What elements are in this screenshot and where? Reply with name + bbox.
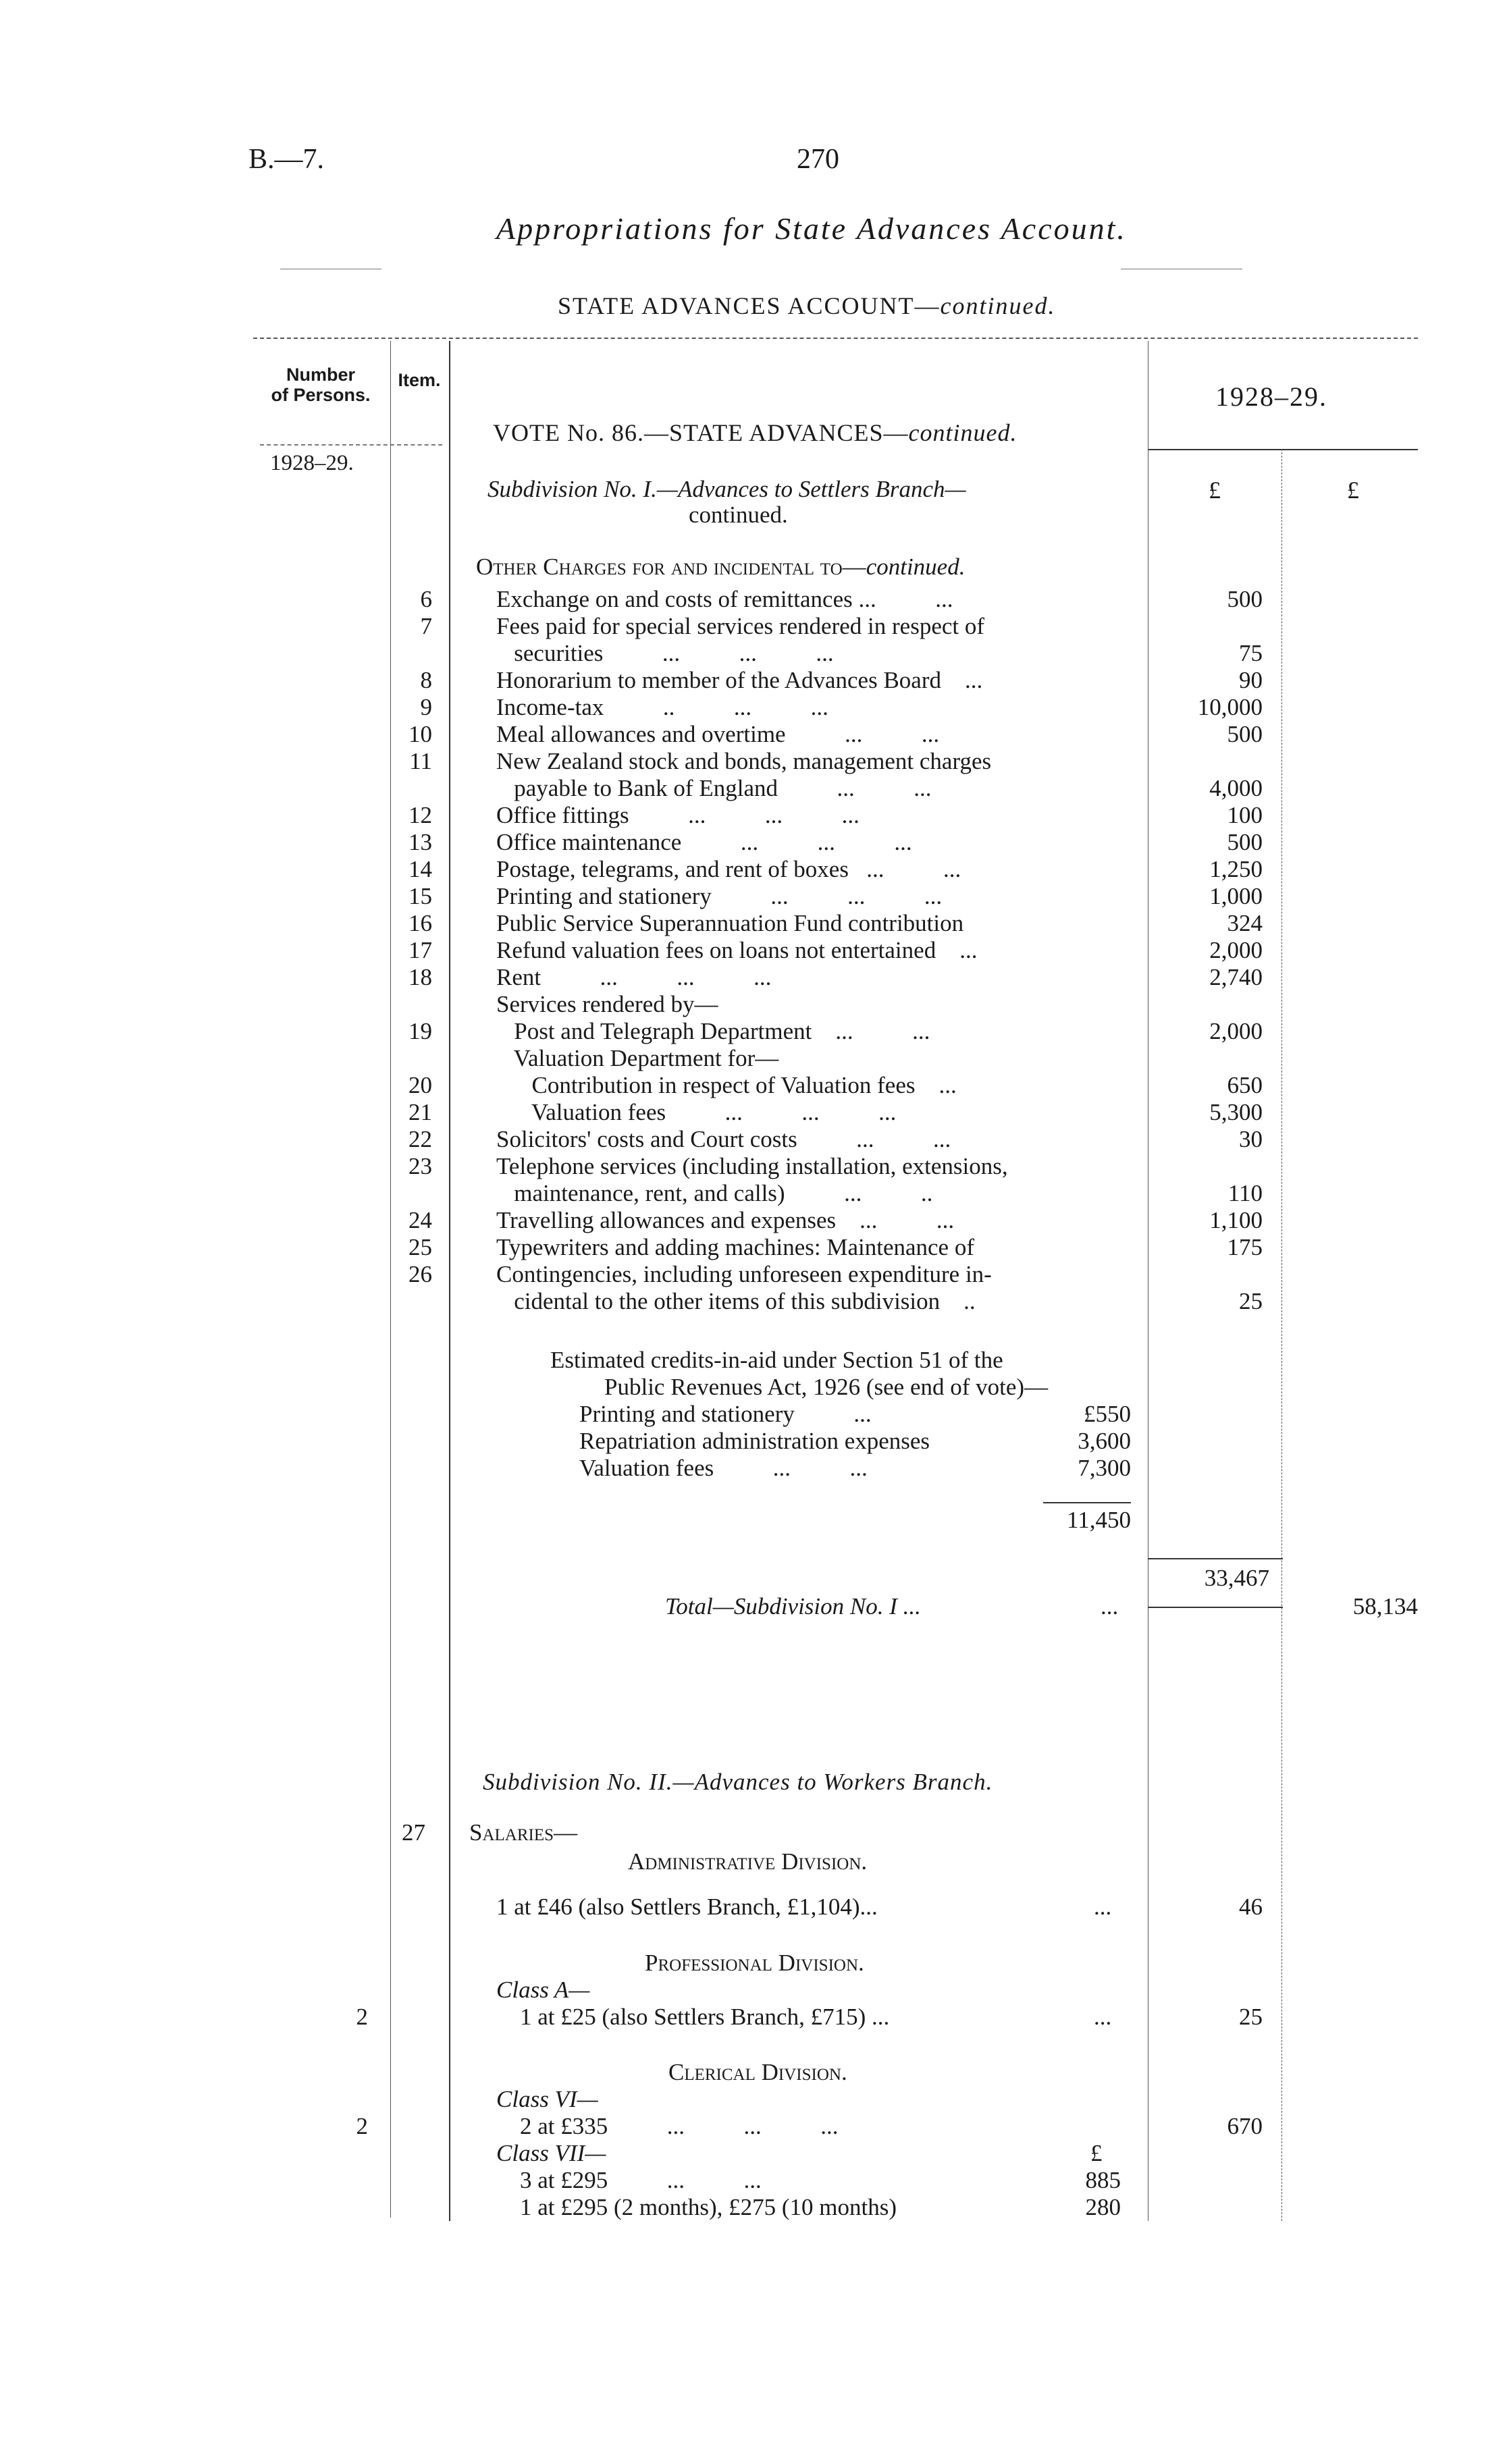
class-vi-heading: Class VI— — [496, 2086, 598, 2112]
item-amount: 175 — [1227, 1234, 1263, 1260]
administrative-division-heading: Administrative Division. — [628, 1848, 868, 1875]
item-description-line: Valuation fees ... ... ... — [496, 1099, 897, 1125]
item-number: 25 — [408, 1234, 432, 1260]
class-vii-amount-2: 280 — [1085, 2194, 1121, 2220]
item-number: 20 — [408, 1072, 432, 1098]
class-vi-amount: 670 — [1227, 2113, 1263, 2139]
account-heading-cont: continued. — [940, 292, 1056, 319]
total-sum-bottom-rule — [1148, 1607, 1283, 1608]
professional-class: Class A— — [496, 1977, 590, 2003]
class-vii-line-1: 3 at £295 ... ... — [520, 2167, 762, 2193]
item-description-line: Meal allowances and overtime ... ... — [496, 721, 940, 747]
vote-heading — [493, 419, 1017, 447]
item-number: 24 — [408, 1207, 432, 1233]
item-description-line: securities ... ... ... — [496, 640, 834, 666]
item-description-line: Post and Telegraph Department ... ... — [496, 1018, 930, 1044]
year-column-header: 1928–29. — [1215, 381, 1327, 412]
pound-sign-2: £ — [1347, 477, 1359, 504]
item-amount: 25 — [1239, 1288, 1263, 1314]
class-vii-pound: £ — [1090, 2140, 1103, 2166]
item-description-line: Valuation Department for— — [496, 1045, 779, 1071]
class-vii-amount-1: 885 — [1085, 2167, 1121, 2193]
item-description-line: Services rendered by— — [496, 991, 718, 1017]
item-description-line: New Zealand stock and bonds, management charges — [496, 748, 992, 774]
total-sub1-label: Total—Subdivision No. I ... — [665, 1593, 921, 1619]
item-number: 14 — [408, 856, 432, 882]
subdivision-1-heading: Subdivision No. I.—Advances to Settlers Branch— — [487, 476, 966, 502]
column-rule-2 — [449, 341, 450, 2221]
item-number: 13 — [408, 829, 432, 855]
credit-label: Repatriation administration expenses — [579, 1428, 930, 1454]
item-number: 23 — [408, 1153, 432, 1179]
item-amount: 1,000 — [1209, 883, 1263, 909]
credit-label: Printing and stationery ... — [579, 1401, 872, 1427]
administrative-amount: 46 — [1239, 1894, 1263, 1920]
table-top-rule — [253, 338, 1418, 339]
item-amount: 2,000 — [1209, 937, 1263, 963]
credit-amount: 7,300 — [1078, 1455, 1131, 1481]
credits-total: 11,450 — [1067, 1507, 1131, 1533]
total-sub1-dots: ... — [1101, 1593, 1119, 1619]
item-number: 8 — [420, 667, 432, 693]
class-vii-heading: Class VII— — [496, 2140, 606, 2166]
credit-label: Valuation fees ... ... — [579, 1455, 868, 1481]
item-number: 18 — [408, 964, 432, 990]
item-amount: 1,100 — [1209, 1207, 1263, 1233]
item-amount: 2,740 — [1209, 964, 1263, 990]
item-amount: 324 — [1227, 910, 1263, 936]
item-description-line: Honorarium to member of the Advances Board ... — [496, 667, 983, 693]
item-description-line: Solicitors' costs and Court costs ... ... — [496, 1126, 951, 1152]
account-heading — [558, 292, 1056, 320]
total-sub1-total: 58,134 — [1352, 1593, 1418, 1619]
column-rule-4 — [1281, 449, 1282, 2221]
item-amount: 500 — [1227, 586, 1263, 612]
year-underline — [1148, 449, 1418, 450]
vote-heading-main: VOTE No. 86.—STATE ADVANCES— — [493, 419, 909, 446]
item-description-line: Fees paid for special services rendered in respect of — [496, 613, 985, 639]
credits-rule — [1043, 1502, 1131, 1503]
item-number: 26 — [408, 1261, 432, 1287]
item-description-line: Office fittings ... ... ... — [496, 802, 860, 828]
item-number: 11 — [409, 748, 432, 774]
other-charges-heading — [476, 554, 965, 581]
item-column-header: Item. — [398, 370, 441, 390]
class-vii-line-2: 1 at £295 (2 months), £275 (10 months) — [520, 2194, 897, 2220]
item-number: 17 — [408, 937, 432, 963]
persons-column-header — [257, 365, 385, 405]
item-amount: 10,000 — [1197, 694, 1263, 720]
credits-intro-1: Estimated credits-in-aid under Section 51 of the — [550, 1347, 1003, 1373]
item-description-line: Typewriters and adding machines: Maintenance of — [496, 1234, 974, 1260]
item-description-line: Public Service Superannuation Fund contribution — [496, 910, 964, 936]
total-sub1-sum: 33,467 — [1204, 1565, 1269, 1591]
item-number: 19 — [408, 1018, 432, 1044]
item-amount: 500 — [1227, 829, 1263, 855]
item-amount: 4,000 — [1209, 775, 1263, 801]
persons-header-line1: Number — [286, 365, 355, 385]
item-amount: 30 — [1239, 1126, 1263, 1152]
item-description-line: Postage, telegrams, and rent of boxes ... ... — [496, 856, 961, 882]
item-amount: 1,250 — [1209, 856, 1263, 882]
item-description-line: Contribution in respect of Valuation fees ... — [496, 1072, 957, 1098]
clerical-persons: 2 — [356, 2113, 368, 2139]
administrative-line: 1 at £46 (also Settlers Branch, £1,104)... — [496, 1894, 878, 1920]
item-amount: 650 — [1227, 1072, 1263, 1098]
item-amount: 500 — [1227, 721, 1263, 747]
credit-amount: £550 — [1084, 1401, 1131, 1427]
persons-year: 1928–29. — [270, 451, 354, 475]
document-reference: B.—7. — [248, 144, 325, 175]
item-number: 21 — [408, 1099, 432, 1125]
item-amount: 75 — [1239, 640, 1263, 666]
item-description-line: Contingencies, including unforeseen expenditure in- — [496, 1261, 992, 1287]
item-description-line: cidental to the other items of this subdivision .. — [496, 1288, 976, 1314]
item-description-line: Refund valuation fees on loans not entertained ... — [496, 937, 978, 963]
item-amount: 110 — [1227, 1180, 1263, 1206]
item-number: 16 — [408, 910, 432, 936]
item-number: 7 — [420, 613, 432, 639]
class-vi-line: 2 at £335 ... ... ... — [520, 2113, 839, 2139]
item-description-line: Exchange on and costs of remittances ... ... — [496, 586, 953, 612]
credit-amount: 3,600 — [1078, 1428, 1131, 1454]
total-sum-top-rule — [1148, 1558, 1283, 1559]
item-description-line: Rent ... ... ... — [496, 964, 772, 990]
account-heading-main: STATE ADVANCES ACCOUNT— — [558, 292, 941, 319]
subdivision-1-continued: continued. — [689, 502, 788, 528]
item-amount: 2,000 — [1209, 1018, 1263, 1044]
item-description-line: Income-tax .. ... ... — [496, 694, 828, 720]
persons-year-rule — [260, 444, 442, 446]
item-description-line: Printing and stationery ... ... ... — [496, 883, 943, 909]
subdivision-2-heading: Subdivision No. II.—Advances to Workers Branch. — [483, 1769, 993, 1795]
item-description-line: payable to Bank of England ... ... — [496, 775, 932, 801]
professional-division-heading: Professional Division. — [645, 1950, 864, 1976]
item-number: 12 — [408, 802, 432, 828]
other-charges-main: Other Charges for and incidental to— — [476, 554, 866, 580]
item-description-line: Office maintenance ... ... ... — [496, 829, 912, 855]
item-description-line: Telephone services (including installation, extensions, — [496, 1153, 1008, 1179]
professional-persons: 2 — [356, 2004, 368, 2030]
item-amount: 90 — [1239, 667, 1263, 693]
professional-dots: ... — [1094, 2004, 1112, 2030]
page-title: Appropriations for State Advances Account. — [496, 211, 1127, 246]
item-number: 15 — [408, 883, 432, 909]
page-number: 270 — [797, 144, 839, 175]
professional-amount: 25 — [1239, 2004, 1263, 2030]
administrative-dots: ... — [1094, 1894, 1112, 1920]
credits-intro-2: Public Revenues Act, 1926 (see end of vote)— — [604, 1374, 1049, 1400]
item-amount: 5,300 — [1209, 1099, 1263, 1125]
salaries-heading: Salaries— — [469, 1819, 578, 1846]
clerical-division-heading: Clerical Division. — [668, 2059, 847, 2085]
professional-line: 1 at £25 (also Settlers Branch, £715) ... — [520, 2004, 890, 2030]
item-amount: 100 — [1227, 802, 1263, 828]
item-number: 9 — [420, 694, 432, 720]
item-number-27: 27 — [402, 1819, 425, 1846]
item-description-line: maintenance, rent, and calls) ... .. — [496, 1180, 933, 1206]
vote-heading-cont: continued. — [908, 419, 1017, 446]
item-number: 6 — [420, 586, 432, 612]
item-number: 22 — [408, 1126, 432, 1152]
item-number: 10 — [408, 721, 432, 747]
persons-header-line2: of Persons. — [271, 385, 371, 405]
pound-sign-1: £ — [1209, 477, 1221, 504]
item-description-line: Travelling allowances and expenses ... ... — [496, 1207, 955, 1233]
other-charges-cont: continued. — [866, 554, 966, 580]
